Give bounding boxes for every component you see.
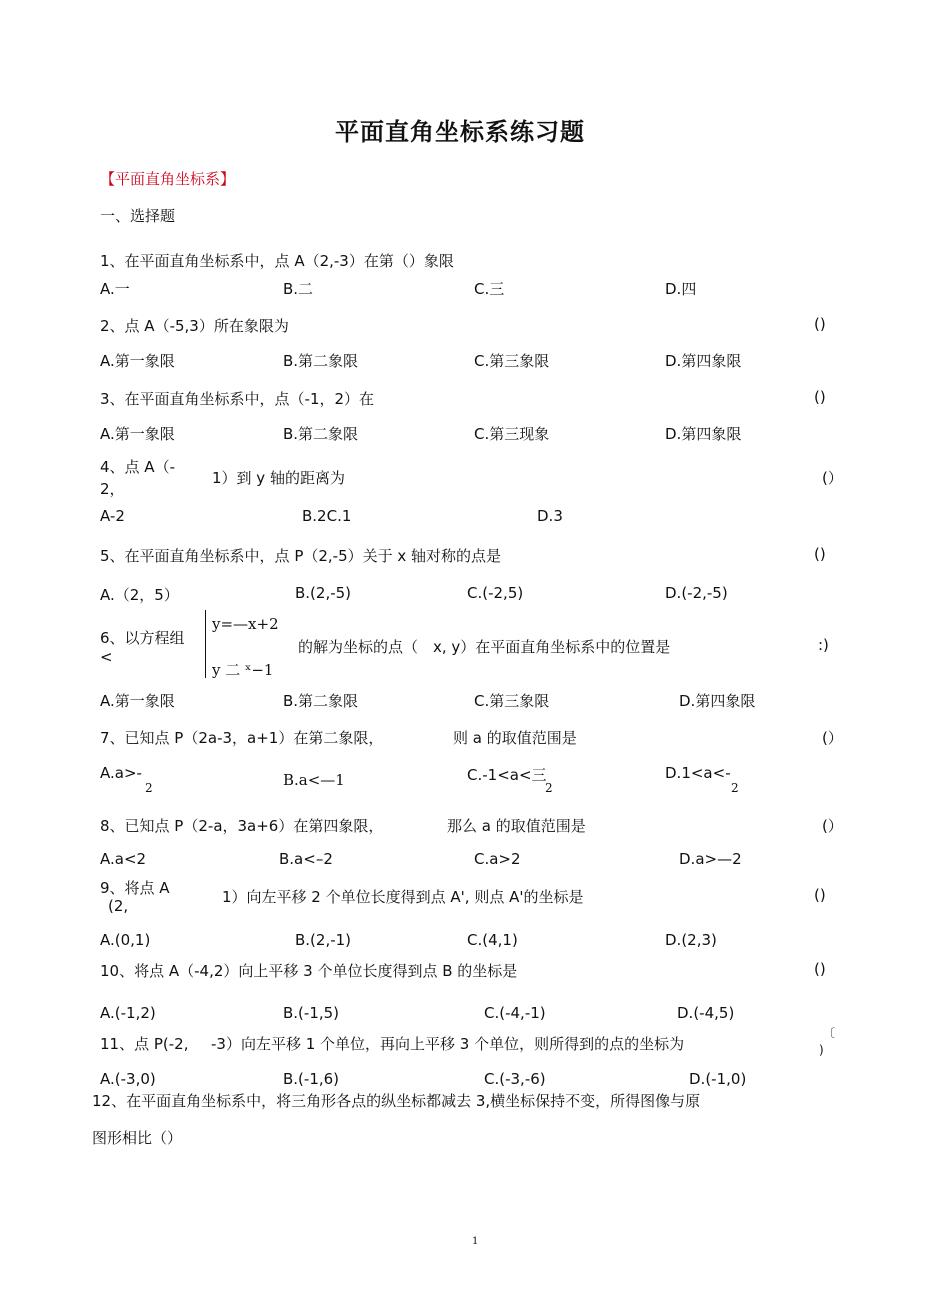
q8-option-b: B.a<–2 <box>279 850 333 868</box>
q4-stem-part2: 2， <box>100 480 125 498</box>
q4-option-a: A-2 <box>100 507 125 525</box>
q1-option-b: B.二 <box>283 280 314 298</box>
page-number: 1 <box>472 1236 479 1247</box>
q7-option-b: B.a<—1 <box>283 771 345 789</box>
q7-option-c-denominator: 2 <box>545 781 553 795</box>
q6-option-c: C.第三象限 <box>474 692 550 710</box>
q5-option-c: C.(-2,5) <box>467 584 524 602</box>
q10-option-c: C.(-4,-1) <box>484 1004 546 1022</box>
q12-stem-line1: 12、在平面直角坐标系中，将三角形各点的纵坐标都减去 3,横坐标保持不变，所得图像与原 <box>92 1092 701 1110</box>
q6-less-than: < <box>100 648 113 666</box>
q6-option-a: A.第一象限 <box>100 692 175 710</box>
q3-option-a: A.第一象限 <box>100 425 175 443</box>
q3-stem: 3、在平面直角坐标系中，点（-1，2）在 <box>100 390 375 408</box>
q6-option-d: D.第四象限 <box>679 692 756 710</box>
q10-answer-paren: () <box>814 960 826 978</box>
q2-answer-paren: () <box>814 315 826 333</box>
q6-answer-paren: :) <box>818 636 829 654</box>
q5-option-d: D.(-2,-5) <box>665 584 728 602</box>
q11-stem-part2: -3）向左平移 1 个单位，再向上平移 3 个单位，则所得到的点的坐标为 <box>211 1035 685 1053</box>
q11-option-d: D.(-1,0) <box>689 1070 747 1088</box>
q8-option-d: D.a>—2 <box>679 850 742 868</box>
q10-stem: 10、将点 A（-4,2）向上平移 3 个单位长度得到点 B 的坐标是 <box>100 962 518 980</box>
q4-option-bc: B.2C.1 <box>302 507 352 525</box>
q2-option-a: A.第一象限 <box>100 352 175 370</box>
equation-system-brace <box>205 610 206 678</box>
q4-stem-part3: 1）到 y 轴的距离为 <box>212 469 345 487</box>
q9-answer-paren: () <box>814 886 826 904</box>
q6-stem-part2: 的解为坐标的点（ x, y）在平面直角坐标系中的位置是 <box>298 638 671 656</box>
q8-option-c: C.a>2 <box>474 850 521 868</box>
q10-option-b: B.(-1,5) <box>283 1004 340 1022</box>
q2-option-c: C.第三象限 <box>474 352 550 370</box>
q9-stem-part3: 1）向左平移 2 个单位长度得到点 A', 则点 A'的坐标是 <box>222 888 584 906</box>
q8-stem-part1: 8、已知点 P（2-a，3a+6）在第四象限， <box>100 817 384 835</box>
q4-stem-part1: 4、点 A（- <box>100 458 175 476</box>
q3-option-b: B.第二象限 <box>283 425 359 443</box>
q9-option-a: A.(0,1) <box>100 931 151 949</box>
q6-stem-part1: 6、以方程组 <box>100 629 185 647</box>
q4-option-d: D.3 <box>537 507 563 525</box>
q5-option-b: B.(2,-5) <box>295 584 352 602</box>
q5-answer-paren: () <box>814 545 826 563</box>
q7-stem-part1: 7、已知点 P（2a-3，a+1）在第二象限， <box>100 729 384 747</box>
q6-equation-1: y=—x+2 <box>212 615 279 633</box>
q10-option-d: D.(-4,5) <box>677 1004 735 1022</box>
q7-option-c: C.-1<a<三 <box>467 766 547 784</box>
q11-option-a: A.(-3,0) <box>100 1070 156 1088</box>
q9-option-d: D.(2,3) <box>665 931 717 949</box>
q9-stem-part2: (2, <box>108 897 129 915</box>
q7-option-d: D.1<a<- <box>665 764 731 782</box>
q7-option-d-denominator: 2 <box>731 781 739 795</box>
section-heading: 【平面直角坐标系】 <box>100 170 236 188</box>
q3-answer-paren: () <box>814 388 826 406</box>
q7-answer-paren: (） <box>822 729 843 747</box>
q1-stem: 1、在平面直角坐标系中，点 A（2,-3）在第（）象限 <box>100 252 454 270</box>
q8-answer-paren: (） <box>822 817 843 835</box>
q8-stem-part2: 那么 a 的取值范围是 <box>447 817 586 835</box>
q1-option-c: C.三 <box>474 280 505 298</box>
q6-equation-2: y 二 ˣ−1 <box>212 661 274 679</box>
q11-option-b: B.(-1,6) <box>283 1070 340 1088</box>
q11-answer-paren-close: ) <box>819 1043 824 1057</box>
q8-option-a: A.a<2 <box>100 850 147 868</box>
page-title: 平面直角坐标系练习题 <box>335 118 585 146</box>
q2-option-b: B.第二象限 <box>283 352 359 370</box>
q7-stem-part2: 则 a 的取值范围是 <box>453 729 577 747</box>
q11-answer-paren-open: 〔 <box>823 1026 836 1040</box>
q3-option-d: D.第四象限 <box>665 425 742 443</box>
q7-option-a-denominator: 2 <box>145 781 153 795</box>
q9-option-b: B.(2,-1) <box>295 931 352 949</box>
q9-stem-part1: 9、将点 A <box>100 879 170 897</box>
q7-option-a: A.a>- <box>100 764 142 782</box>
q6-option-b: B.第二象限 <box>283 692 359 710</box>
q5-stem: 5、在平面直角坐标系中，点 P（2,-5）关于 x 轴对称的点是 <box>100 547 502 565</box>
q11-stem-part1: 11、点 P(-2, <box>100 1035 189 1053</box>
q1-option-a: A.一 <box>100 280 130 298</box>
q1-option-d: D.四 <box>665 280 697 298</box>
q3-option-c: C.第三现象 <box>474 425 550 443</box>
part-heading: 一、选择题 <box>100 207 176 225</box>
q2-stem: 2、点 A（-5,3）所在象限为 <box>100 317 289 335</box>
q11-option-c: C.(-3,-6) <box>484 1070 546 1088</box>
q5-option-a: A.（2，5） <box>100 586 179 604</box>
q9-option-c: C.(4,1) <box>467 931 518 949</box>
q10-option-a: A.(-1,2) <box>100 1004 156 1022</box>
q4-answer-paren: (） <box>822 469 843 487</box>
q12-stem-line2: 图形相比（） <box>92 1129 183 1147</box>
q2-option-d: D.第四象限 <box>665 352 742 370</box>
